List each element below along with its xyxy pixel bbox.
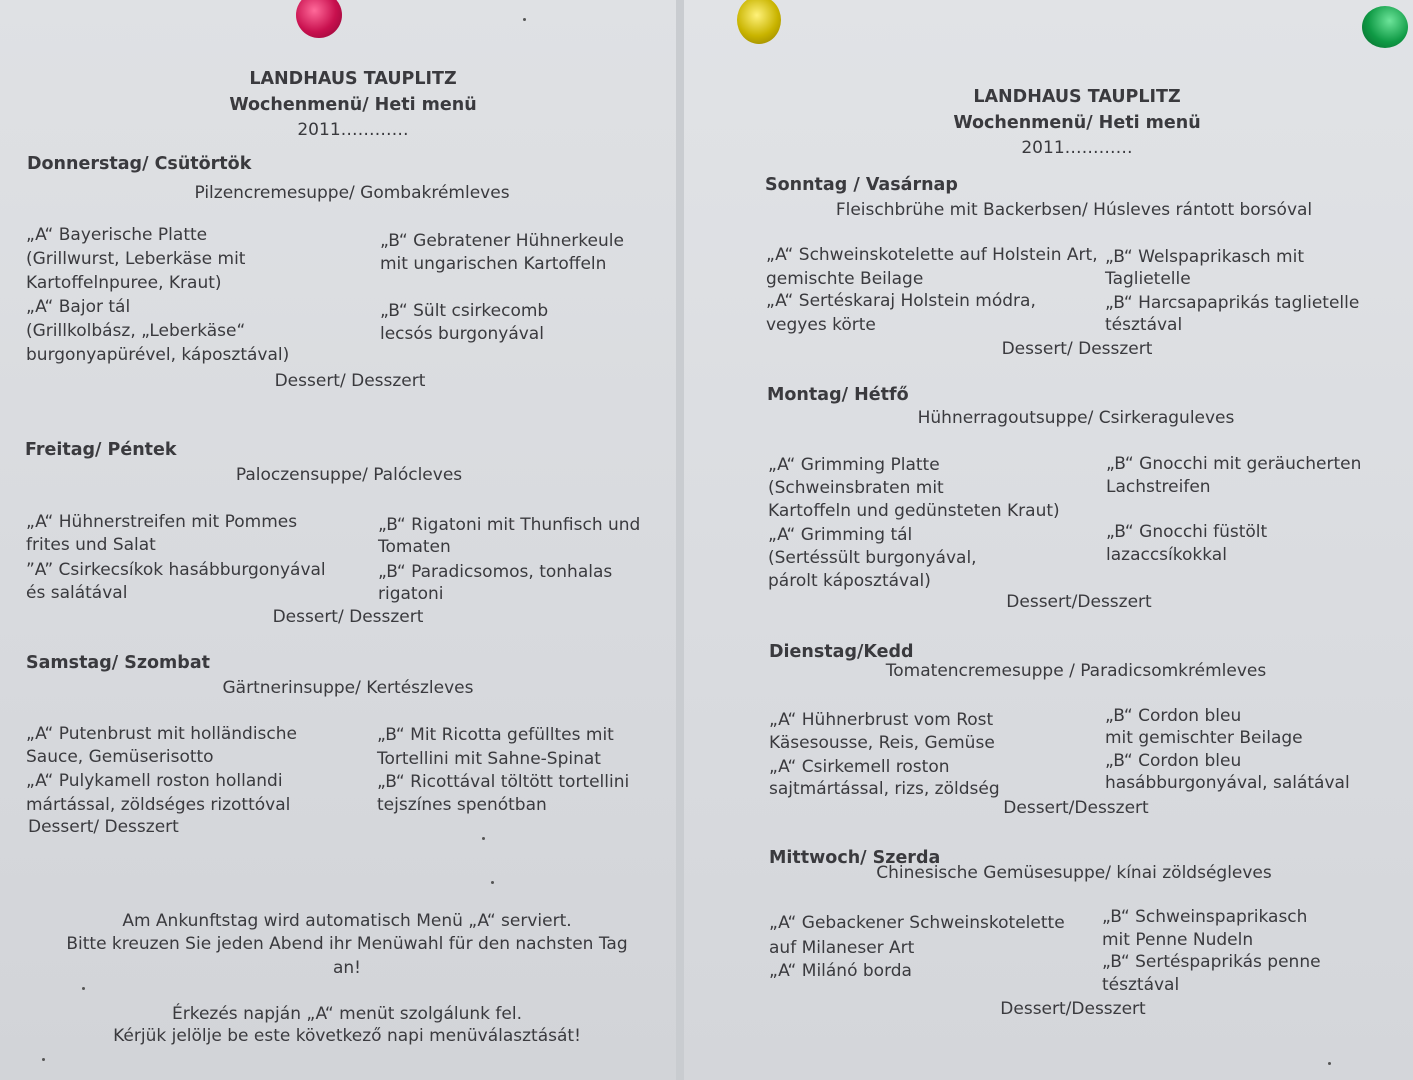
menu-b-line: „B“ Rigatoni mit Thunfisch und xyxy=(378,515,641,535)
menu-b-line: Lachstreifen xyxy=(1106,477,1211,497)
dessert-line: Dessert/Desszert xyxy=(1006,592,1152,612)
speck xyxy=(82,987,85,990)
menu-a-line: (Grillwurst, Leberkäse mit xyxy=(26,249,246,269)
menu-a-line: „A“ Csirkemell roston xyxy=(769,757,950,777)
footer-note-line: Bitte kreuzen Sie jeden Abend ihr Menüwahl für den nachsten Tag xyxy=(66,934,628,954)
day-heading: Montag/ Hétfő xyxy=(767,385,909,405)
speck xyxy=(482,837,485,840)
speck xyxy=(1328,1062,1331,1065)
menu-a-line: (Sertéssült burgonyával, xyxy=(768,548,977,568)
menu-b-line: „B“ Schweinspaprikasch xyxy=(1102,907,1308,927)
green-pin-icon xyxy=(1362,6,1408,48)
menu-b-line: „B“ Gebratener Hühnerkeule xyxy=(380,231,624,251)
day-heading: Dienstag/Kedd xyxy=(769,642,914,662)
menu-b-line: „B“ Cordon bleu xyxy=(1105,706,1242,726)
dessert-line: Dessert/ Desszert xyxy=(274,371,426,391)
menu-b-line: mit Penne Nudeln xyxy=(1102,930,1254,950)
menu-b-line: rigatoni xyxy=(378,584,444,604)
menu-b-line: „B“ Paradicsomos, tonhalas xyxy=(378,562,613,582)
menu-a-line: párolt káposztával) xyxy=(768,571,931,591)
menu-a-line: „A“ Grimming tál xyxy=(768,525,913,545)
speck xyxy=(523,18,526,21)
menu-a-line: „A“ Gebackener Schweinskotelette xyxy=(769,913,1065,933)
day-heading: Freitag/ Péntek xyxy=(25,440,177,460)
menu-b-line: „B“ Harcsapaprikás taglietelle xyxy=(1105,293,1360,313)
menu-a-line: „A“ Pulykamell roston hollandi xyxy=(26,771,283,791)
menu-b-line: „B“ Gnocchi mit geräucherten xyxy=(1106,454,1362,474)
menu-subtitle-left: Wochenmenü/ Heti menü xyxy=(229,95,477,115)
menu-a-line: mártással, zöldséges rizottóval xyxy=(26,795,291,815)
menu-a-line: Käsesousse, Reis, Gemüse xyxy=(769,733,995,753)
speck xyxy=(42,1058,45,1061)
menu-b-line: Tortellini mit Sahne-Spinat xyxy=(377,749,601,769)
menu-title-left: LANDHAUS TAUPLITZ xyxy=(249,69,457,89)
menu-b-line: lazaccsíkokkal xyxy=(1106,545,1227,565)
menu-a-line: sajtmártással, rizs, zöldség xyxy=(769,779,1000,799)
day-heading: Samstag/ Szombat xyxy=(26,653,210,673)
menu-a-line: vegyes körte xyxy=(766,315,876,335)
speck xyxy=(491,881,494,884)
menu-b-line: tejszínes spenótban xyxy=(377,795,547,815)
menu-a-line: „A“ Milánó borda xyxy=(769,961,912,981)
dessert-line: Dessert/ Desszert xyxy=(272,607,424,627)
menu-year-right: 2011………… xyxy=(1021,138,1133,158)
footer-note-line: Érkezés napján „A“ menüt szolgálunk fel. xyxy=(172,1004,522,1024)
dessert-line: Dessert/Desszert xyxy=(1003,798,1149,818)
menu-a-line: „A“ Putenbrust mit holländische xyxy=(26,724,297,744)
menu-subtitle-right: Wochenmenü/ Heti menü xyxy=(953,113,1201,133)
menu-b-line: „B“ Cordon bleu xyxy=(1105,751,1242,771)
menu-b-line: tésztával xyxy=(1105,315,1183,335)
soup-line: Pilzencremesuppe/ Gombakrémleves xyxy=(194,183,510,203)
soup-line: Hühnerragoutsuppe/ Csirkeraguleves xyxy=(917,408,1235,428)
menu-b-line: „B“ Sült csirkecomb xyxy=(380,301,549,321)
menu-b-line: Tomaten xyxy=(378,537,451,557)
menu-a-line: és salátával xyxy=(26,583,128,603)
dessert-line: Dessert/Desszert xyxy=(1000,999,1146,1019)
menu-a-line: Kartoffeln und gedünsteten Kraut) xyxy=(768,501,1060,521)
dessert-line: Dessert/ Desszert xyxy=(1001,339,1153,359)
menu-a-line: gemischte Beilage xyxy=(766,269,924,289)
menu-a-line: „A“ Hühnerbrust vom Rost xyxy=(769,710,994,730)
menu-b-line: tésztával xyxy=(1102,975,1180,995)
menu-a-line: (Schweinsbraten mit xyxy=(768,478,944,498)
menu-a-line: burgonyapürével, káposztával) xyxy=(26,345,290,365)
menu-a-line: auf Milaneser Art xyxy=(769,938,915,958)
soup-line: Fleischbrühe mit Backerbsen/ Húsleves rántott borsóval xyxy=(835,200,1313,220)
menu-a-line: „A“ Bayerische Platte xyxy=(26,225,208,245)
menu-a-line: „A“ Sertéskaraj Holstein módra, xyxy=(766,291,1036,311)
menu-a-line: „A“ Schweinskotelette auf Holstein Art, xyxy=(766,245,1098,265)
menu-b-line: „B“ Welspaprikasch mit xyxy=(1105,247,1305,267)
menu-b-line: hasábburgonyával, salátával xyxy=(1105,773,1350,793)
menu-a-line: „A“ Hühnerstreifen mit Pommes xyxy=(26,512,298,532)
menu-b-line: „B“ Mit Ricotta gefülltes mit xyxy=(377,725,614,745)
footer-note-line: Kérjük jelölje be este következő napi menüválasztását! xyxy=(113,1026,581,1046)
day-heading: Mittwoch/ Szerda xyxy=(769,848,941,868)
menu-b-line: mit ungarischen Kartoffeln xyxy=(380,254,607,274)
day-heading: Sonntag / Vasárnap xyxy=(765,175,958,195)
menu-a-line: Sauce, Gemüserisotto xyxy=(26,747,214,767)
menu-b-line: lecsós burgonyával xyxy=(380,324,544,344)
menu-year-left: 2011………… xyxy=(297,120,409,140)
menu-b-line: Taglietelle xyxy=(1105,269,1191,289)
menu-a-line: „A“ Bajor tál xyxy=(26,297,131,317)
menu-a-line: frites und Salat xyxy=(26,535,156,555)
menu-a-line: ”A” Csirkecsíkok hasábburgonyával xyxy=(26,560,326,580)
day-heading: Donnerstag/ Csütörtök xyxy=(27,154,252,174)
dessert-line: Dessert/ Desszert xyxy=(28,817,179,837)
menu-a-line: (Grillkolbász, „Leberkäse“ xyxy=(26,321,246,341)
footer-note-line: Am Ankunftstag wird automatisch Menü „A“ serviert. xyxy=(122,911,572,931)
menu-b-line: „B“ Gnocchi füstölt xyxy=(1106,522,1268,542)
soup-line: Tomatencremesuppe / Paradicsomkrémleves xyxy=(885,661,1267,681)
menu-b-line: mit gemischter Beilage xyxy=(1105,728,1303,748)
menu-b-line: „B“ Ricottával töltött tortellini xyxy=(377,772,630,792)
menu-a-line: „A“ Grimming Platte xyxy=(768,455,940,475)
footer-note-line: an! xyxy=(332,958,362,978)
menu-b-line: „B“ Sertéspaprikás penne xyxy=(1102,952,1321,972)
menu-title-right: LANDHAUS TAUPLITZ xyxy=(973,87,1181,107)
soup-line: Gärtnerinsuppe/ Kertészleves xyxy=(222,678,474,698)
menu-a-line: Kartoffelnpuree, Kraut) xyxy=(26,273,222,293)
soup-line: Paloczensuppe/ Palócleves xyxy=(235,465,463,485)
soup-line: Chinesische Gemüsesuppe/ kínai zöldségleves xyxy=(876,863,1272,883)
